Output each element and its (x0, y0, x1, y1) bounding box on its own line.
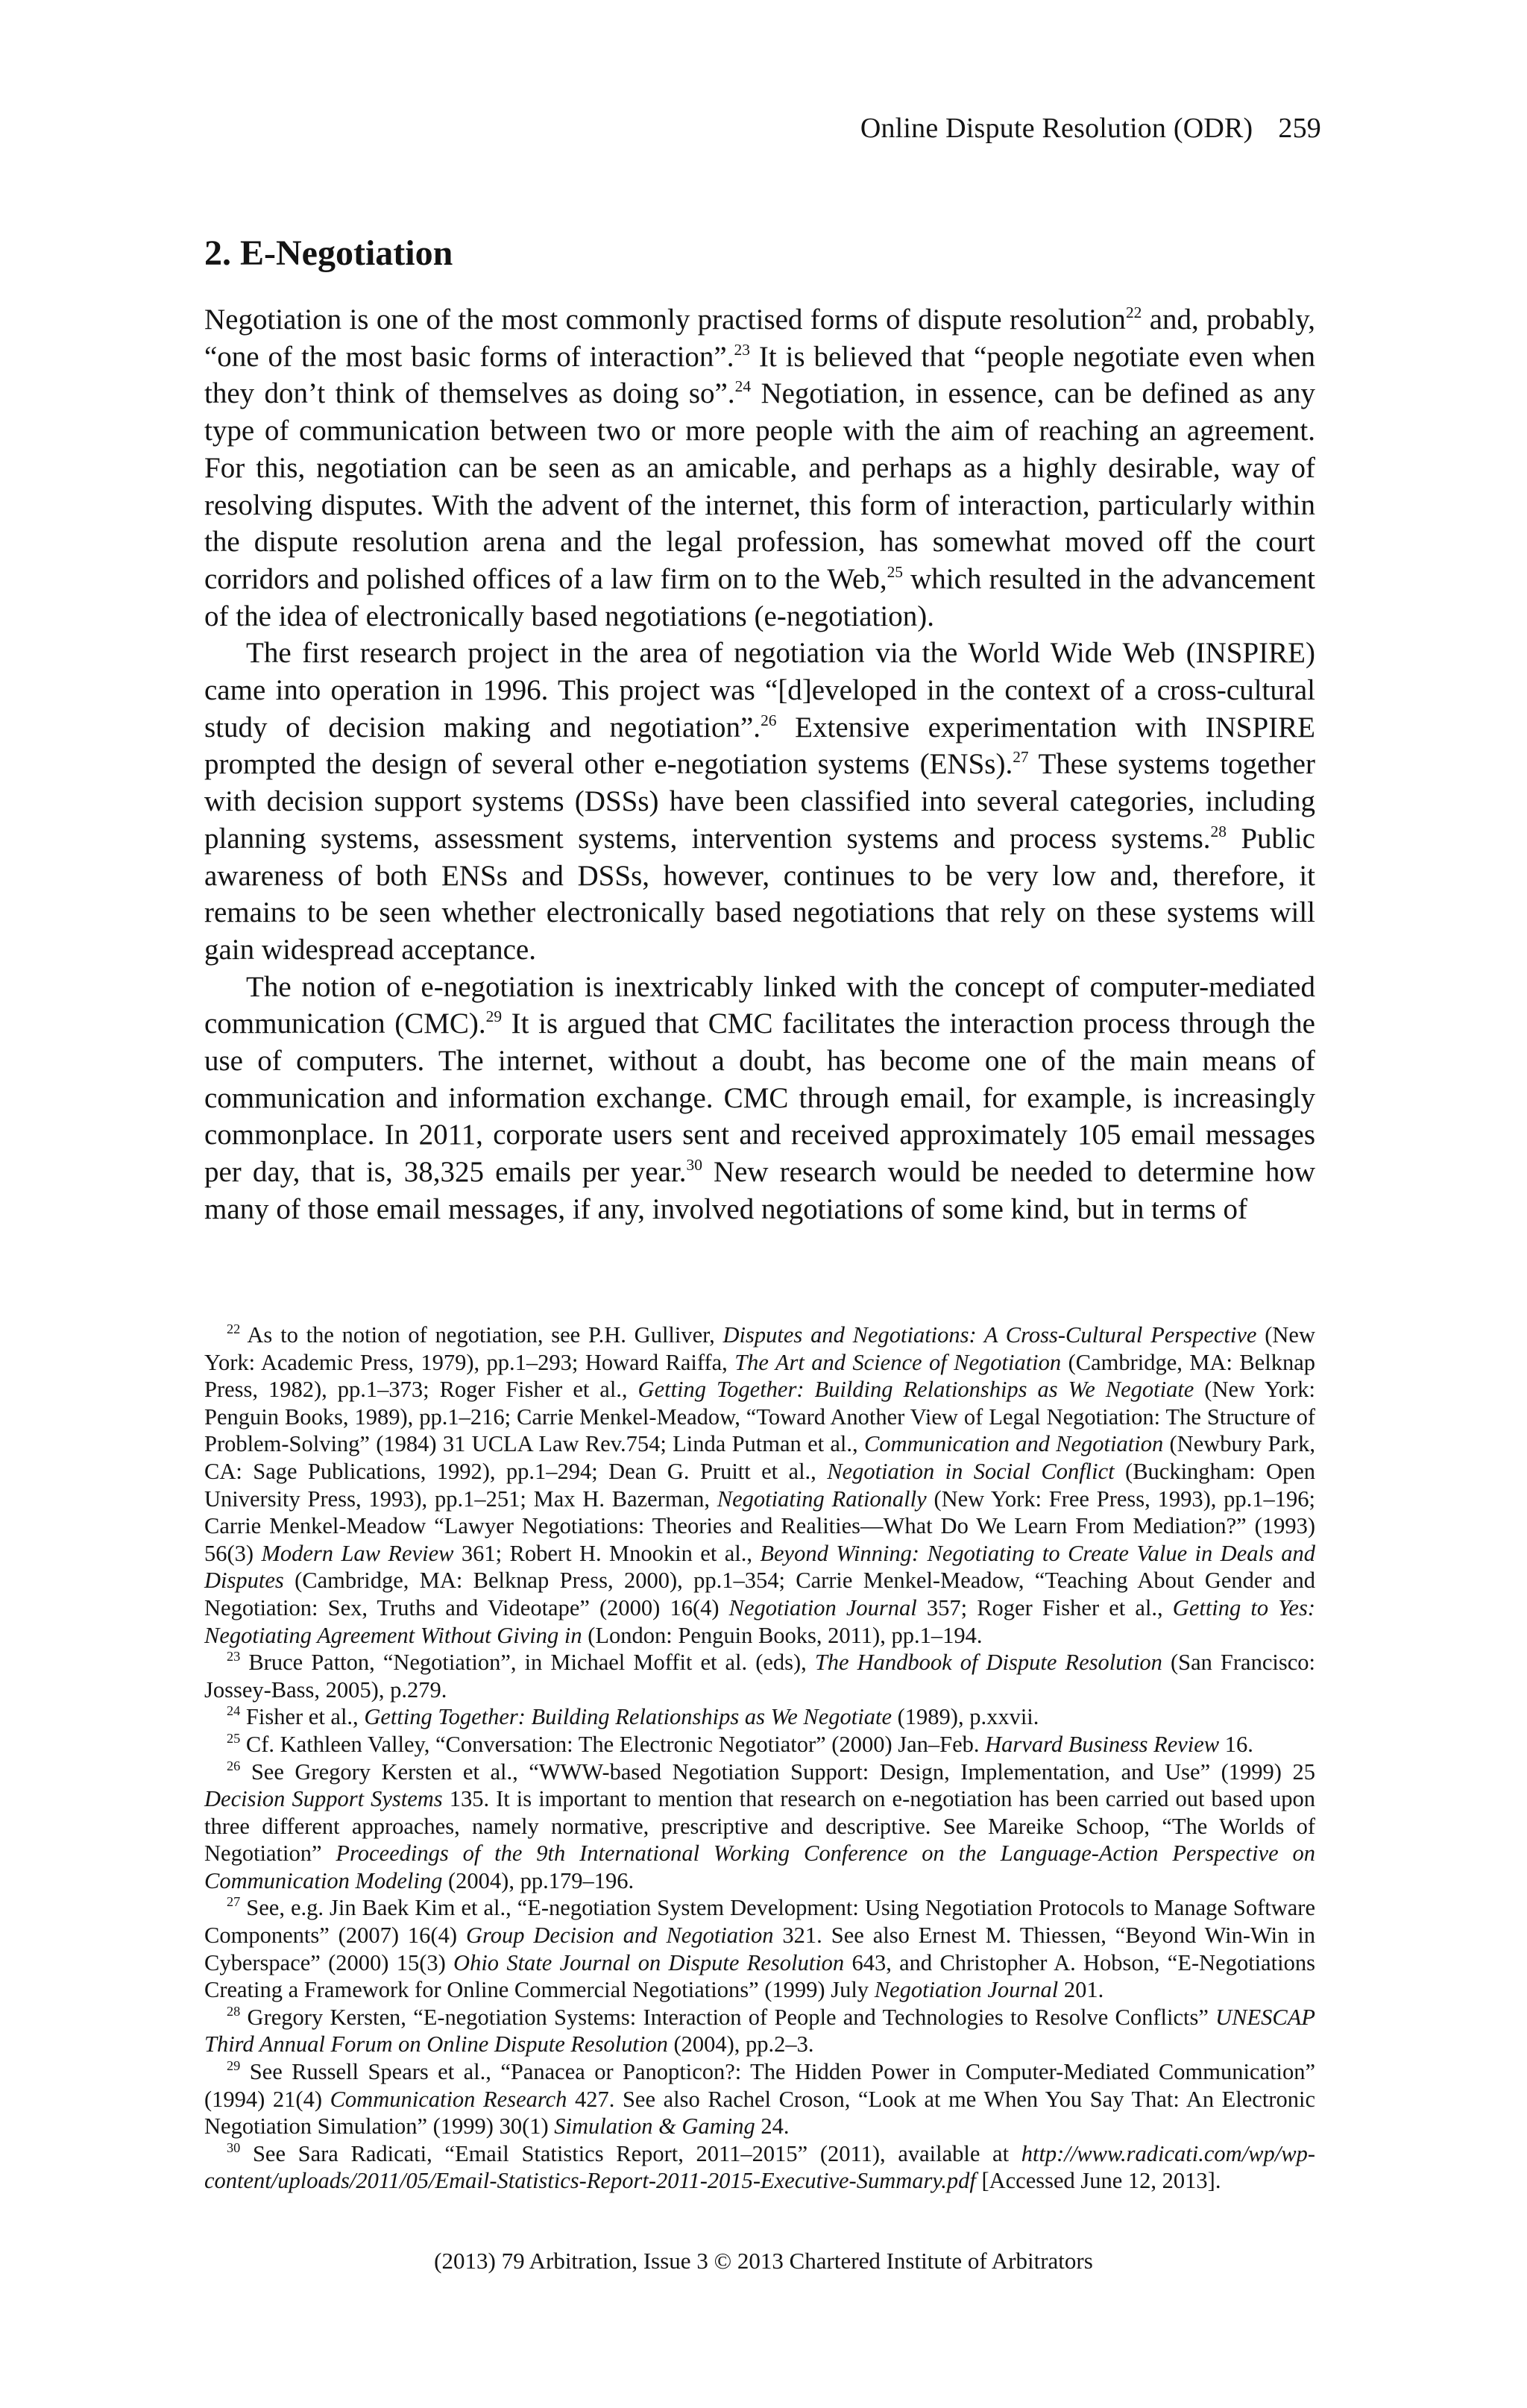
footnote-22: $^{22}$ As to the notion of negotiation, see P.H. Gulliver, Disputes and Negotiations: A Cross-Cultural Perspective (New York: Academic Press, 1979), pp.1–293; Howard Raiffa, The Art and Science of Negotiation (Cambridge, MA: Belknap Press, 1982), pp.1–373; Roger Fisher et al., Getting Together: Building Relationships as We Negotiate (New York: Penguin Books, 1989), pp.1–216; Carrie Menkel-Meadow, “Toward Another View of Legal Negotiation: The Structure of Problem-Solving” (1984) 31 UCLA Law Rev.754; Linda Putman et al., Communication and Negotiation (Newbury Park, CA: Sage Publications, 1992), pp.1–294; Dean G. Pruitt et al., Negotiation in Social Conflict (Buckingham: Open University Press, 1993), pp.1–251; Max H. Bazerman, Negotiating Rationally (New York: Free Press, 1993), pp.1–196; Carrie Menkel-Meadow “Lawyer Negotiations: Theories and Realities—What Do We Learn From Mediation?” (1993) 56(3) Modern Law Review 361; Robert H. Mnookin et al., Beyond Winning: Negotiating to Create Value in Deals and Disputes (Cambridge, MA: Belknap Press, 2000), pp.1–354; Carrie Menkel-Meadow, “Teaching About Gender and Negotiation: Sex, Truths and Videotape” (2000) 16(4) Negotiation Journal 357; Roger Fisher et al., Getting to Yes: Negotiating Agreement Without Giving in (London: Penguin Books, 2011), pp.1–194. (204, 1321, 1316, 1648)
paragraph-3: The notion of e-negotiation is inextricably linked with the concept of computer-mediated communication (CMC).$^{29}$ It is argued that CMC facilitates the interaction process through the use of computers. The internet, without a doubt, has become one of the main means of communication and information exchange. CMC through email, for example, is increasingly commonplace. In 2011, corporate users sent and received approximately 105 email messages per day, that is, 38,325 emails per year.$^{30}$ New research would be needed to determine how many of those email messages, if any, involved negotiations of some kind, but in terms of (204, 970, 1315, 1225)
page-number: 259 (1278, 113, 1321, 144)
footnote-ref-26[interactable]: 26 (761, 711, 777, 729)
footnote-ref-23[interactable]: 23 (734, 340, 750, 359)
footnotes (204, 1321, 1315, 2195)
footnote-ref-28[interactable]: 28 (1210, 822, 1227, 840)
footnote-ref-25[interactable]: 25 (887, 562, 904, 581)
footnote-ref-22[interactable]: 22 (1125, 304, 1142, 321)
footnote-ref-29[interactable]: 29 (485, 1007, 503, 1026)
footnote-30: $^{30}$ See Sara Radicati, “Email Statistics Report, 2011–2015” (2011), available at http://www.radicati.com/wp/wp-content/uploads/2011/05/Email-Statistics-Report-2011-2015-Executive-Summary.pdf [Accessed June 12, 2013]. (204, 2140, 1315, 2194)
footnote-23: $^{23}$ Bruce Patton, “Negotiation”, in Michael Moffit et al. (eds), The Handbook of Dispute Resolution (San Francisco: Jossey-Bass, 2005), p.279. (204, 1649, 1315, 1703)
footnote-26: $^{26}$ See Gregory Kersten et al., “WWW-based Negotiation Support: Design, Implementation, and Use” (1999) 25 Decision Support Systems 135. It is important to mention that research on e-negotiation has been carried out based upon three different approaches, namely normative, prescriptive and descriptive. See Mareike Schoop, “The Worlds of Negotiation” Proceedings of the 9th International Working Conference on the Language-Action Perspective on Communication Modeling (2004), pp.179–196. (204, 1758, 1316, 1893)
page-footer: (2013) 79 Arbitration, Issue 3 © 2013 Chartered Institute of Arbitrators (434, 2248, 1093, 2274)
footnote-24: $^{24}$ Fisher et al., Getting Together: Building Relationships as We Negotiate (1989), p.xxvii. (227, 1703, 1039, 1730)
footnote-ref-24[interactable]: 24 (734, 377, 752, 396)
footnote-ref-30[interactable]: 30 (686, 1156, 702, 1175)
report-link[interactable]: http://www.radicati.com/wp/wp-content/uploads/2011/05/Email-Statistics-Report-2011-2015-Executive-Summary.pdf (204, 2140, 1315, 2194)
paragraph-2: The first research project in the area of negotiation via the World Wide Web (INSPIRE) came into operation in 1996. This project was “[d]eveloped in the context of a cross-cultural study of decision making and negotiation”.$^{26}$ Extensive experimentation with INSPIRE prompted the design of several other e-negotiation systems (ENSs).$^{27}$ These systems together with decision support systems (DSSs) have been classified into several categories, including planning systems, assessment systems, intervention systems and process systems.$^{28}$ Public awareness of both ENSs and DSSs, however, continues to be very low and, therefore, it remains to be seen whether electronically based negotiations that rely on these systems will gain widespread acceptance. (204, 637, 1316, 966)
running-header (860, 112, 1321, 145)
running-title: Online Dispute Resolution (ODR) (860, 113, 1253, 144)
footnote-28: $^{28}$ Gregory Kersten, “E-negotiation Systems: Interaction of People and Technologies to Resolve Conflicts” UNESCAP Third Annual Forum on Online Dispute Resolution (2004), pp.2–3. (204, 2003, 1315, 2058)
paragraph-1: Negotiation is one of the most commonly practised forms of dispute resolution$^{22}$ and, probably, “one of the most basic forms of interaction”.$^{23}$ It is believed that “people negotiate even when they don’t think of themselves as doing so”.$^{24}$ Negotiation, in essence, can be defined as any type of communication between two or more people with the aim of reaching an agreement. For this, negotiation can be seen as an amicable, and perhaps as a highly desirable, way of resolving disputes. With the advent of the internet, this form of interaction, particularly within the dispute resolution arena and the legal profession, has somewhat moved off the court corridors and polished offices of a law firm on to the Web,$^{25}$ which resulted in the advancement of the idea of electronically based negotiations (e-negotiation). (204, 304, 1316, 632)
footnote-25: $^{25}$ Cf. Kathleen Valley, “Conversation: The Electronic Negotiator” (2000) Jan–Feb. Harvard Business Review 16. (227, 1731, 1253, 1757)
footnote-27: $^{27}$ See, e.g. Jin Baek Kim et al., “E-negotiation System Development: Using Negotiation Protocols to Manage Software Components” (2007) 16(4) Group Decision and Negotiation 321. See also Ernest M. Thiessen, “Beyond Win-Win in Cyberspace” (2000) 15(3) Ohio State Journal on Dispute Resolution 643, and Christopher A. Hobson, “E-Negotiations Creating a Framework for Online Commercial Negotiations” (1999) July Negotiation Journal 201. (204, 1894, 1315, 2003)
footnote-ref-27[interactable]: 27 (1013, 748, 1029, 767)
footnote-29: $^{29}$ See Russell Spears et al., “Panacea or Panopticon?: The Hidden Power in Computer-Mediated Communication” (1994) 21(4) Communication Research 427. See also Rachel Croson, “Look at me When You Say That: An Electronic Negotiation Simulation” (1999) 30(1) Simulation & Gaming 24. (204, 2058, 1315, 2140)
body-text (204, 301, 1315, 1228)
section-title: 2. E-Negotiation (204, 233, 453, 273)
